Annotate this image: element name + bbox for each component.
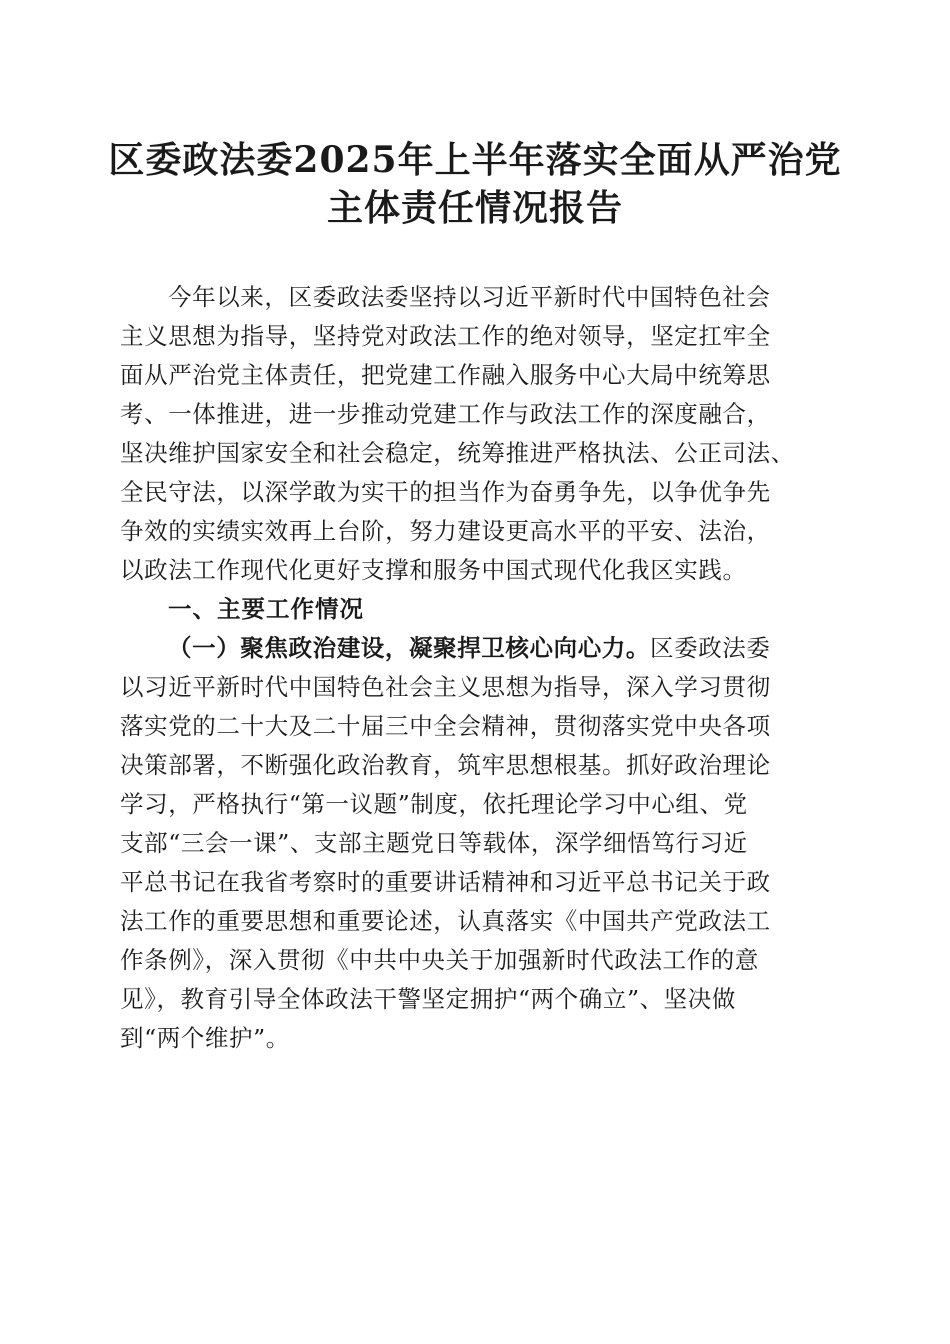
paragraph-line: 今年以来，区委政法委坚持以习近平新时代中国特色社会 (168, 283, 771, 311)
paragraph-line: 法工作的重要思想和重要论述，认真落实《中国共产党政法工 (120, 907, 771, 935)
paragraph-line: 支部“三会一课”、支部主题党日等载体，深学细悟笃行习近 (120, 829, 748, 857)
document-body (120, 278, 840, 1058)
paragraph-line: 全民守法，以深学敢为实干的担当作为奋勇争先，以争优争先 (120, 478, 771, 506)
paragraph-line: 坚决维护国家安全和社会稳定，统筹推进严格执法、公正司法、 (120, 439, 795, 467)
paragraph-line: 主义思想为指导，坚持党对政法工作的绝对领导，坚定扛牢全 (120, 322, 771, 350)
document-title-line-2: 主体责任情况报告 (326, 187, 623, 229)
paragraph-line: 学习，严格执行“第一议题”制度，依托理论学习中心组、党 (120, 790, 748, 818)
paragraph-line: 争效的实绩实效再上台阶，努力建设更高水平的平安、法治， (120, 517, 771, 545)
subsection-lead: （一）聚焦政治建设，凝聚捍卫核心向心力。 (168, 634, 650, 662)
paragraph-line: 决策部署，不断强化政治教育，筑牢思想根基。抓好政治理论 (120, 751, 771, 779)
paragraph-line: 落实党的二十大及二十届三中全会精神，贯彻落实党中央各项 (120, 712, 771, 740)
section-heading: 一、主要工作情况 (168, 595, 364, 623)
subsection-first-text: 区委政法委 (650, 634, 771, 662)
paragraph-line: 考、一体推进，进一步推动党建工作与政法工作的深度融合， (120, 400, 771, 428)
paragraph-line: 面从严治党主体责任，把党建工作融入服务中心大局中统筹思 (120, 361, 771, 389)
paragraph-line: 作条例》，深入贯彻《中共中央关于加强新时代政法工作的意 (120, 946, 759, 974)
document-title-line-1: 区委政法委2025年上半年落实全面从严治党 (108, 139, 842, 181)
paragraph-line: 以政法工作现代化更好支撑和服务中国式现代化我区实践。 (120, 556, 747, 584)
subsection-first-line (120, 629, 840, 668)
paragraph-line: 见》，教育引导全体政法干警坚定拥护“两个确立”、坚决做 (120, 985, 736, 1013)
paragraph-line: 平总书记在我省考察时的重要讲话精神和习近平总书记关于政 (120, 868, 771, 896)
paragraph-line: 以习近平新时代中国特色社会主义思想为指导，深入学习贯彻 (120, 673, 771, 701)
paragraph-line: 到“两个维护”。 (120, 1024, 290, 1052)
